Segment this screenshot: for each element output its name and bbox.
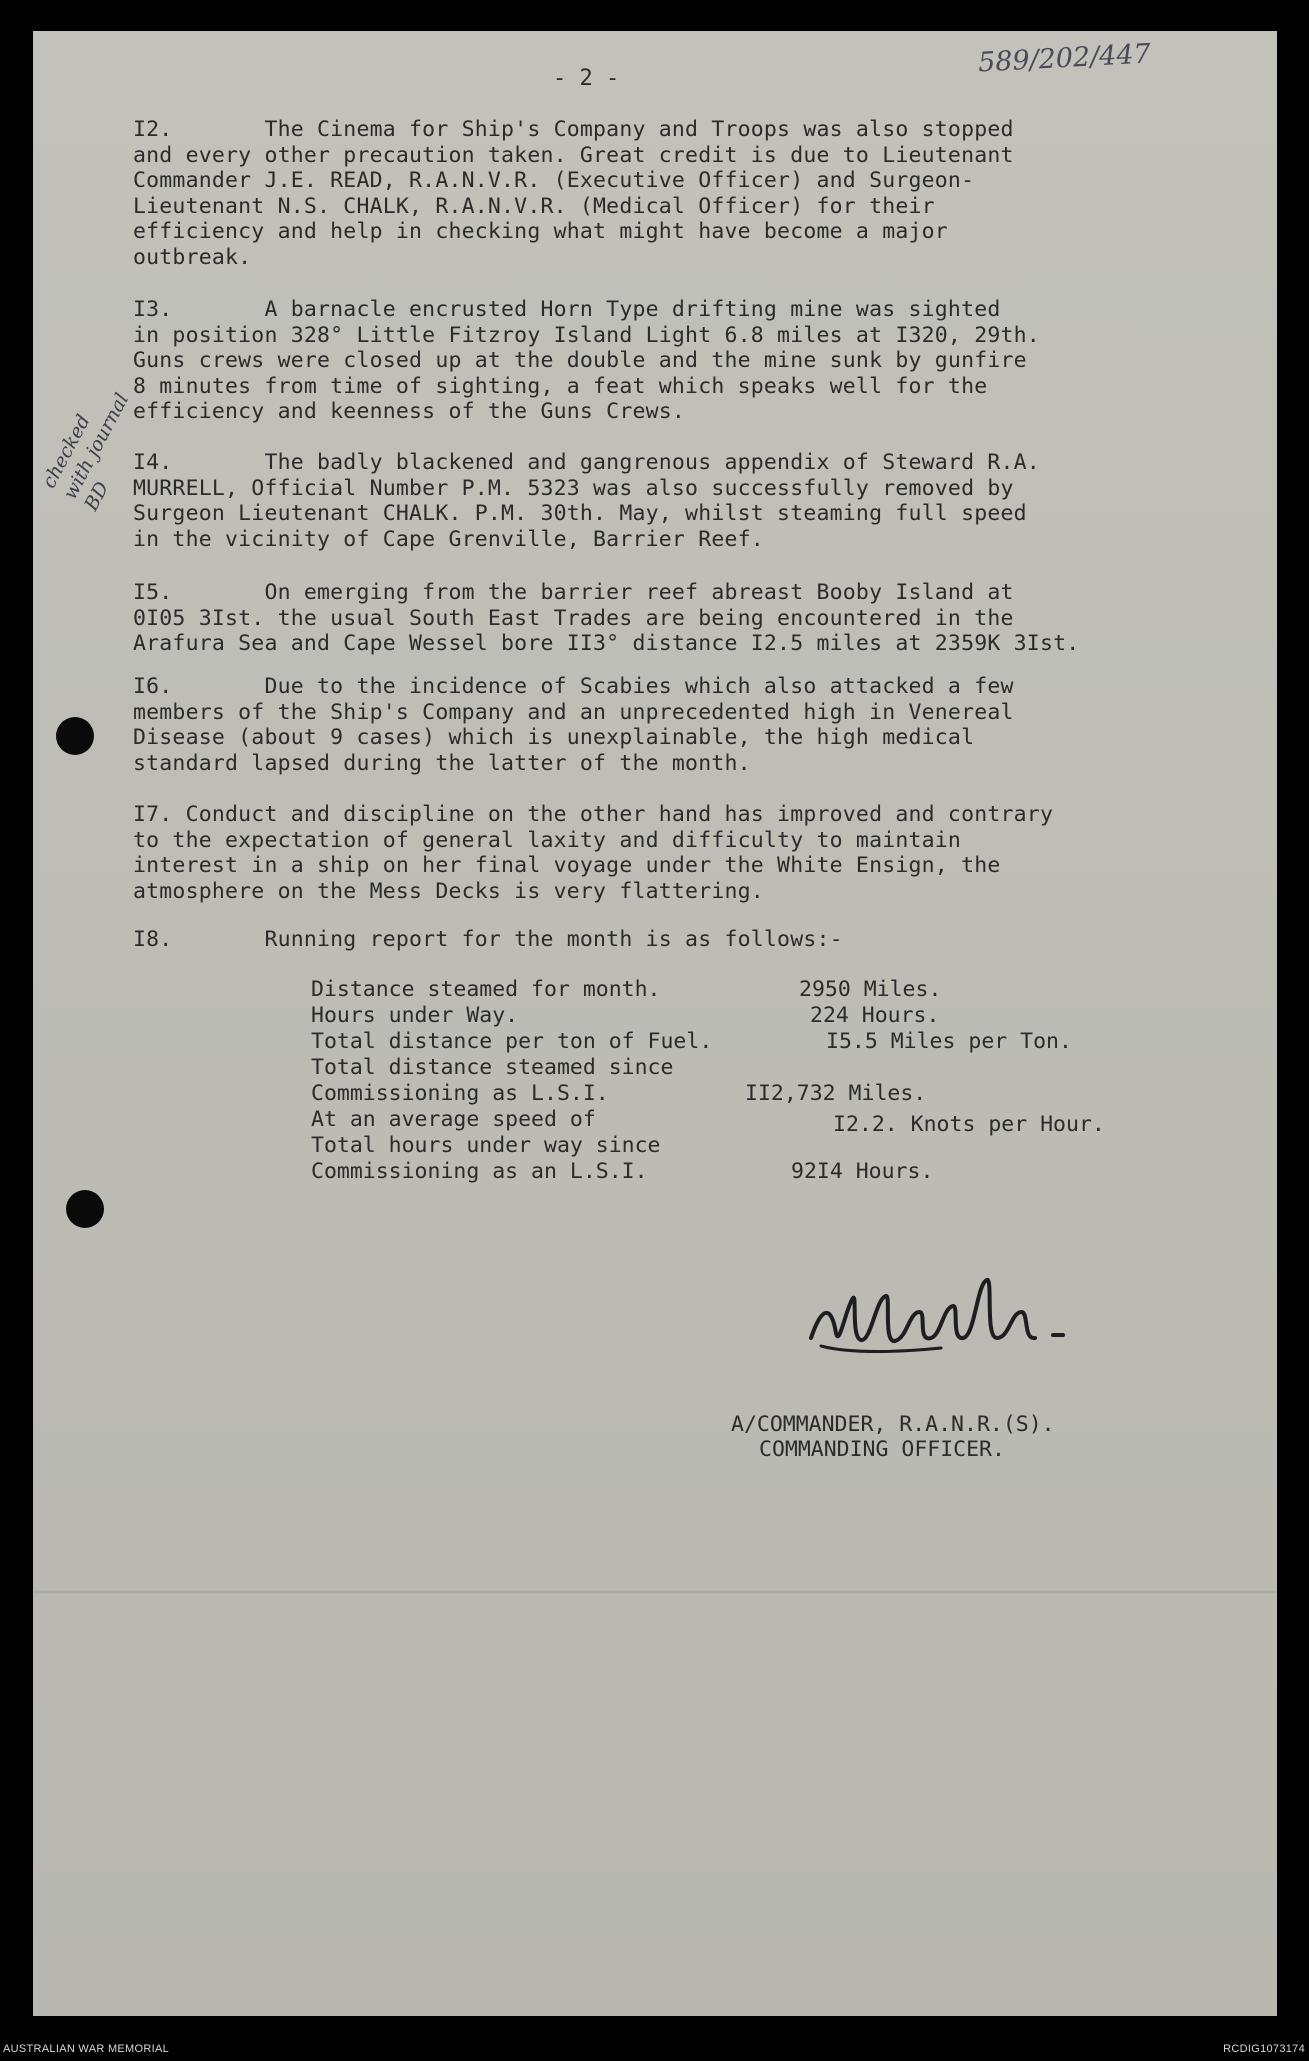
paragraph-18: I8. Running report for the month is as follows:- xyxy=(133,927,843,952)
report-value-distance-month: 2950 Miles. xyxy=(799,977,942,1002)
report-label-distance-month: Distance steamed for month. xyxy=(311,977,661,1002)
footer-record-id: RCDIG1073174 xyxy=(1223,2043,1305,2055)
punch-hole-upper xyxy=(56,717,94,755)
report-value-total-hours: 92I4 Hours. xyxy=(791,1159,934,1184)
paragraph-12: I2. The Cinema for Ship's Company and Troops was also stopped and every other precaution taken. Great credit is due to Lieutenant Commander J.E. READ, R.A.N.V.R. (Executive Officer) and Surgeon- Lieutenant N.S. CHALK, R.A.N.V.R. (Medical Officer) for their efficiency and help in checking what might have become a major outbreak. xyxy=(133,117,1014,270)
paragraph-16: I6. Due to the incidence of Scabies which also attacked a few members of the Ship's Company and an unprecedented high in Venereal Disease (about 9 cases) which is unexplainable, the high medical standard lapsed during the latter of the month. xyxy=(133,674,1014,776)
report-label-average-speed: At an average speed of xyxy=(311,1107,596,1132)
page-number: - 2 - xyxy=(553,66,620,91)
report-label-total-hours: Total hours under way since Commissioning as an L.S.I. xyxy=(311,1133,661,1184)
paragraph-17: I7. Conduct and discipline on the other hand has improved and contrary to the expectation of general laxity and difficulty to maintain interest in a ship on her final voyage under the White Ensign, the atmosphere on the Mess Decks is very flattering. xyxy=(133,802,1054,904)
paragraph-14: I4. The badly blackened and gangrenous appendix of Steward R.A. MURRELL, Official Number P.M. 5323 was also successfully removed by Surgeon Lieutenant CHALK. P.M. 30th. May, whilst steaming full speed in the vicinity of Cape Grenville, Barrier Reef. xyxy=(133,450,1040,552)
report-value-distance-per-ton: I5.5 Miles per Ton. xyxy=(826,1029,1072,1054)
footer-institution: AUSTRALIAN WAR MEMORIAL xyxy=(3,2043,170,2055)
report-label-distance-per-ton: Total distance per ton of Fuel. xyxy=(311,1029,713,1054)
signatory-rank: A/COMMANDER, R.A.N.R.(S). xyxy=(731,1412,1055,1437)
report-label-hours-under-way: Hours under Way. xyxy=(311,1003,519,1028)
margin-annotation: checked with journal BD xyxy=(37,389,134,515)
report-value-hours-under-way: 224 Hours. xyxy=(810,1003,940,1028)
report-value-total-distance: II2,732 Miles. xyxy=(745,1081,927,1106)
handwritten-signature xyxy=(791,1268,1091,1378)
page-fold xyxy=(33,1591,1277,1593)
paragraph-15: I5. On emerging from the barrier reef abreast Booby Island at 0I05 3Ist. the usual South East Trades are being encountered in the Arafura Sea and Cape Wessel bore II3° distance I2.5 miles at 2359K 3Ist. xyxy=(133,580,1080,656)
file-reference: 589/202/447 xyxy=(977,38,1152,79)
punch-hole-lower xyxy=(66,1190,104,1228)
report-value-average-speed: I2.2. Knots per Hour. xyxy=(833,1112,1105,1137)
paragraph-13: I3. A barnacle encrusted Horn Type drifting mine was sighted in position 328° Little Fitzroy Island Light 6.8 miles at I320, 29th. Guns crews were closed up at the double and the mine sunk by gunfire 8 minutes from time of sighting, a feat which speaks well for the efficiency and keenness of the Guns Crews. xyxy=(133,297,1040,424)
signatory-title: COMMANDING OFFICER. xyxy=(759,1437,1005,1462)
document-page xyxy=(33,31,1277,2016)
report-label-total-distance: Total distance steamed since Commissioning as L.S.I. xyxy=(311,1055,674,1106)
